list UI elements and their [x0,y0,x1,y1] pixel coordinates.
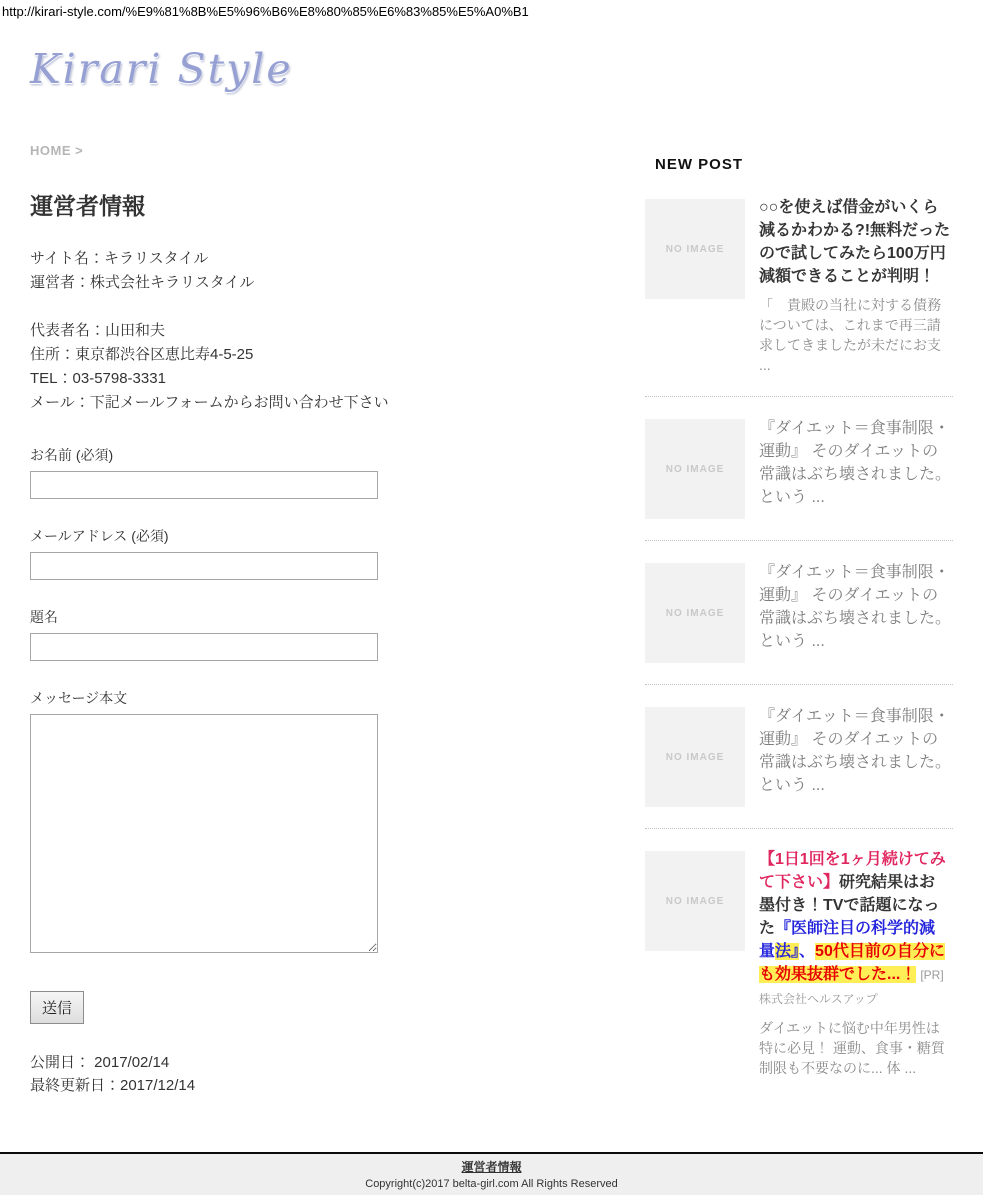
no-image-thumbnail [645,707,745,807]
email-field-group [30,526,622,580]
no-image-thumbnail [645,419,745,519]
divider [645,540,953,541]
post-excerpt: 『ダイエット＝食事制限・運動』 そのダイエットの常識はぶち壊されました。 という ... [759,420,952,506]
operator-info [30,247,622,415]
post-body [759,563,951,663]
message-label: メッセージ本文 [30,690,128,706]
no-image-thumbnail [645,563,745,663]
title-segment-pink: 【1日1回を1ヶ月続けてみて下さい】 [759,851,946,891]
post-body [759,419,951,519]
email-label: メールアドレス (必須) [30,528,169,544]
no-image-label: NO IMAGE [665,751,725,763]
sidebar [645,143,953,1097]
new-post-heading: NEW POST [655,156,744,173]
subject-input[interactable] [30,633,378,661]
site-logo[interactable]: Kirari Style [30,45,293,93]
info-address: 住所：東京都渋谷区恵比寿4-5-25 [30,346,254,363]
post-title: ○○を使えば借金がいくら減るかわかる?!無料だったので試してみたら100万円減額できることが判明！ [759,199,951,285]
no-image-thumbnail [645,851,745,951]
spacer [30,295,622,319]
info-site-name: サイト名：キラリスタイル [30,250,209,267]
submit-button[interactable]: 送信 [30,991,84,1024]
message-field-group [30,688,622,958]
divider [645,396,953,397]
main-column [30,143,622,1097]
post-excerpt: 『ダイエット＝食事制限・運動』 そのダイエットの常識はぶち壊されました。 という ... [759,564,952,650]
no-image-label: NO IMAGE [665,243,725,255]
title-segment-comma: 、 [799,943,816,960]
info-operator: 運営者：株式会社キラリスタイル [30,274,255,291]
divider [645,684,953,685]
post-item[interactable] [645,199,953,375]
url-text: http://kirari-style.com/%E9%81%8B%E5%96%B6%E8%80%85%E6%83%85%E5%A0%B1 [2,4,529,19]
no-image-thumbnail [645,199,745,299]
subject-label: 題名 [30,609,58,625]
published-date: 公開日： 2017/02/14 [30,1054,170,1071]
post-body [759,707,951,807]
post-body [759,851,951,1078]
post-item[interactable] [645,563,953,663]
contact-form [30,445,622,1024]
post-excerpt: 『ダイエット＝食事制限・運動』 そのダイエットの常識はぶち壊されました。 という ... [759,708,952,794]
post-body [759,199,951,375]
post-excerpt: ダイエットに悩む中年男性は特に必見！ 運動、食事・糖質制限も不要なのに... 体 ... [759,1020,945,1076]
subject-field-group [30,607,622,661]
page-title: 運営者情報 [30,193,145,219]
title-segment-dark: 研究結果はお墨付き！TVで話題になった [759,874,940,937]
name-label: お名前 (必須) [30,447,114,463]
email-input[interactable] [30,552,378,580]
divider [645,828,953,829]
title-segment-red-highlight: 50代目前の自分にも効果抜群でした...！ [759,943,945,983]
breadcrumb[interactable]: HOME > [30,143,84,158]
info-tel: TEL：03-5798-3331 [30,370,166,387]
footer-copyright: Copyright(c)2017 belta-girl.com All Rights Reserved [365,1178,618,1190]
post-dates [30,1051,622,1097]
no-image-label: NO IMAGE [665,463,725,475]
message-textarea[interactable] [30,714,378,953]
content-columns [0,143,983,1097]
info-mail: メール：下記メールフォームからお問い合わせ下さい [30,394,389,411]
no-image-label: NO IMAGE [665,895,725,907]
updated-date: 最終更新日：2017/12/14 [30,1077,196,1094]
pr-label: [PR] 株式会社ヘルスアップ [759,968,944,1006]
site-footer [0,1152,983,1195]
post-excerpt: 「 貴殿の当社に対する債務については、これまで再三請求してきましたが未だにお支 ... [759,297,941,373]
post-item[interactable] [645,707,953,807]
title-segment-blue: 『医師注目の科学的減量 [759,920,936,960]
post-item-pr[interactable] [645,851,953,1078]
post-title [759,848,951,1011]
post-item[interactable] [645,419,953,519]
title-segment-blue-highlight: 法』 [775,943,800,960]
footer-operator-info-link[interactable]: 運営者情報 [461,1160,522,1174]
name-field-group [30,445,622,499]
site-header [30,45,983,107]
no-image-label: NO IMAGE [665,607,725,619]
name-input[interactable] [30,471,378,499]
info-representative: 代表者名：山田和夫 [30,322,166,339]
